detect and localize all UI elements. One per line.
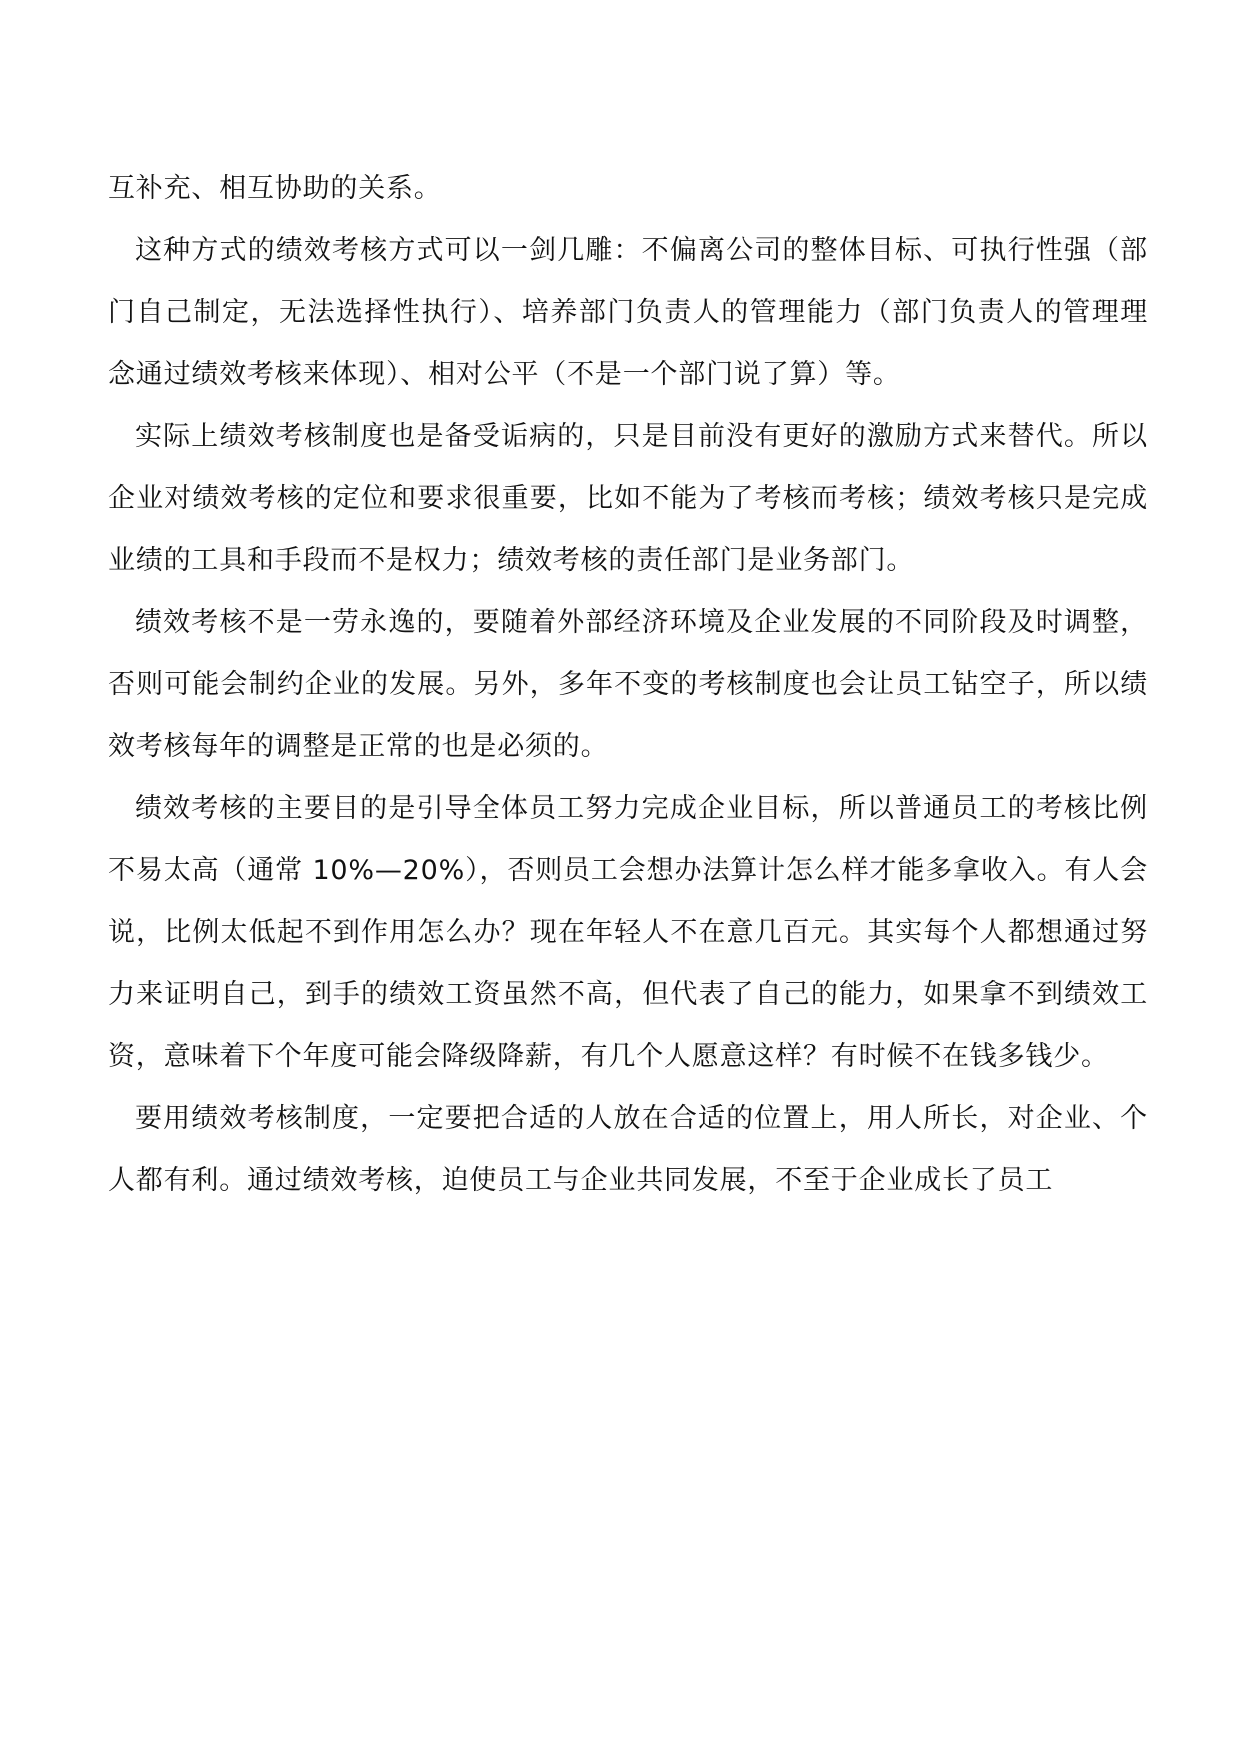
paragraph-assessment-purpose: 绩效考核的主要目的是引导全体员工努力完成企业目标，所以普通员工的考核比例不易太高（通常 10%—20%），否则员工会想办法算计怎么样才能多拿收入。有人会说，比例太低起不到作用怎么办？现在年轻人不在意几百元。其实每个人都想通过努力来证明自己，到手的绩效工资虽然不高，但代表了自己的能力，如果拿不到绩效工资，意味着下个年度可能会降级降薪，有几个人愿意这样？有时候不在钱多钱少。 (108, 793, 1148, 1072)
paragraph-right-person-right-place: 要用绩效考核制度，一定要把合适的人放在合适的位置上，用人所长，对企业、个人都有利。通过绩效考核，迫使员工与企业共同发展，不至于企业成长了员工 (108, 1103, 1148, 1196)
paragraph-assessment-adjustment: 绩效考核不是一劳永逸的，要随着外部经济环境及企业发展的不同阶段及时调整，否则可能会制约企业的发展。另外，多年不变的考核制度也会让员工钻空子，所以绩效考核每年的调整是正常的也是必须的。 (108, 607, 1148, 762)
paragraph-assessment-positioning: 实际上绩效考核制度也是备受诟病的，只是目前没有更好的激励方式来替代。所以企业对绩效考核的定位和要求很重要，比如不能为了考核而考核；绩效考核只是完成业绩的工具和手段而不是权力；绩效考核的责任部门是业务部门。 (108, 421, 1148, 576)
paragraph-assessment-method: 这种方式的绩效考核方式可以一剑几雕：不偏离公司的整体目标、可执行性强（部门自己制定，无法选择性执行）、培养部门负责人的管理能力（部门负责人的管理理念通过绩效考核来体现）、相对公平（不是一个部门说了算）等。 (108, 235, 1148, 390)
document-body (108, 158, 1148, 1212)
paragraph-continuation: 互补充、相互协助的关系。 (108, 173, 442, 204)
